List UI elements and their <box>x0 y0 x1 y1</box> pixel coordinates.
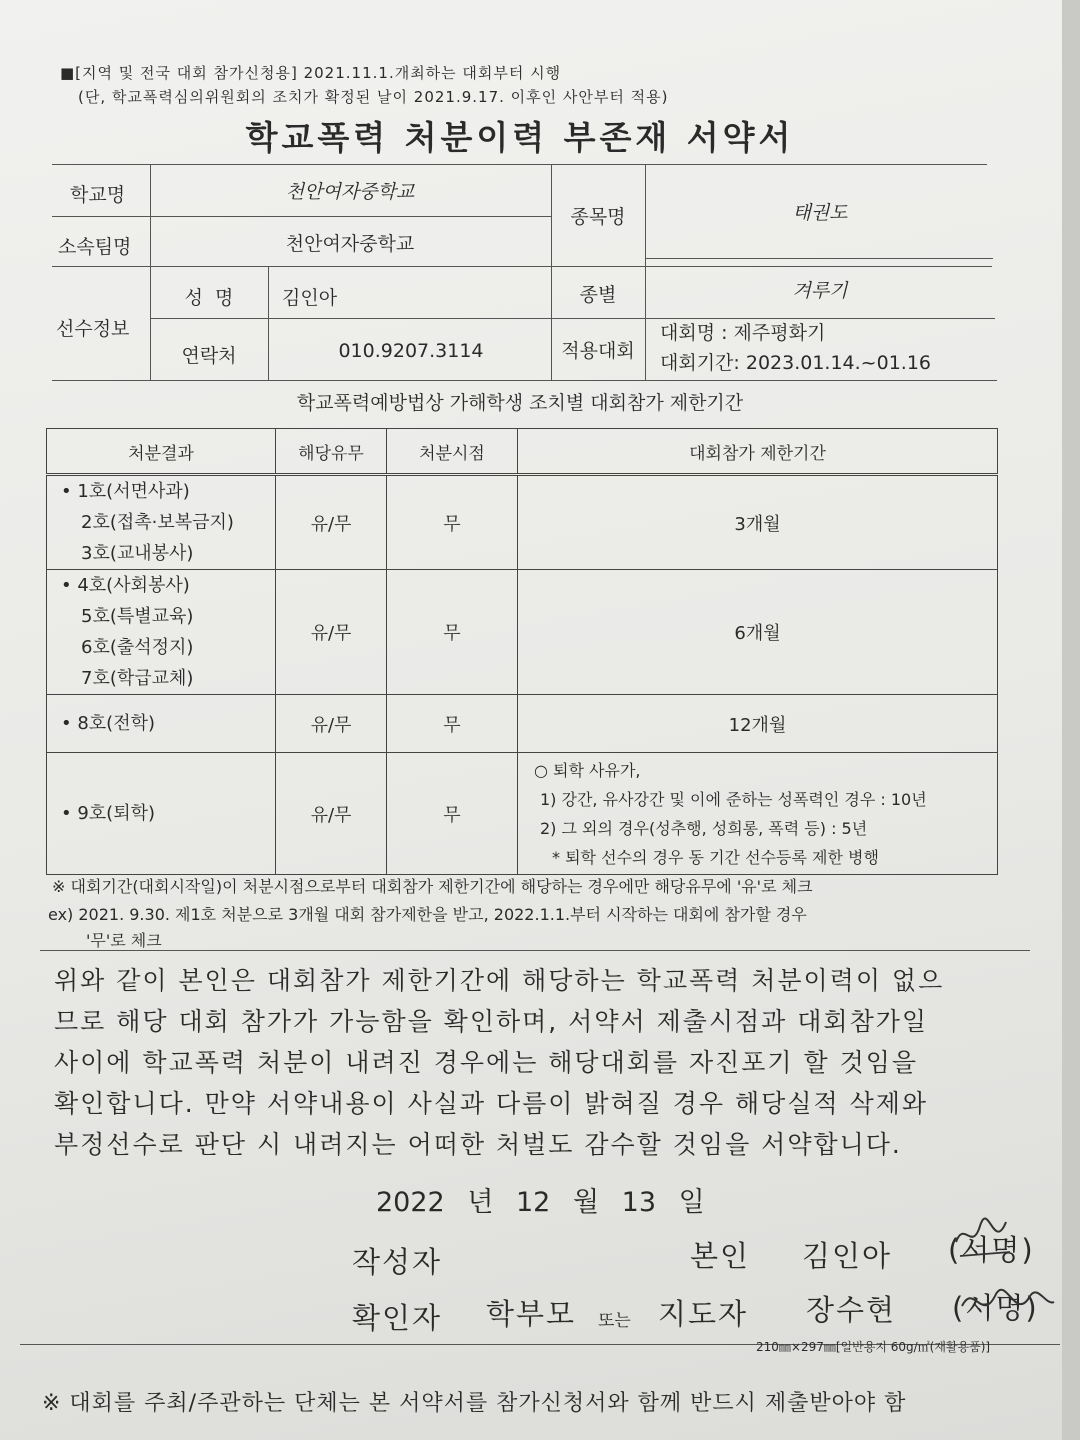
note-2: ex) 2021. 9.30. 제1호 처분으로 3개월 대회 참가제한을 받고, 2022.1.1.부터 시작하는 대회에 참가할 경우 <box>48 905 807 924</box>
date-day: 13 <box>621 1187 656 1218</box>
event-label: 종별 <box>579 284 617 306</box>
date-month: 12 <box>516 1187 551 1218</box>
athlete-info-label: 선수정보 <box>56 318 130 340</box>
confirmer-role-parent: 학부모 <box>486 1297 577 1331</box>
measure-item: • 8호(전학) <box>61 713 155 734</box>
name-label: 성 명 <box>184 287 234 309</box>
pledge-line: 확인합니다. 만약 서약내용이 사실과 다름이 밝혀질 경우 해당실적 삭제와 <box>54 1089 929 1118</box>
period-cell: 3개월 <box>518 475 998 570</box>
applies-cell: 유/무 <box>276 475 387 570</box>
confirmer-name: 장수현 <box>806 1293 897 1327</box>
period-line: 1) 강간, 유사강간 및 이에 준하는 성폭력인 경우 : 10년 <box>540 789 927 809</box>
measure-item: • 4호(사회봉사) <box>61 575 190 596</box>
writer-name: 김인아 <box>802 1239 893 1273</box>
time-cell: 무 <box>387 570 518 695</box>
writer-signature-scribble <box>950 1212 1020 1266</box>
period-line: ○ 퇴학 사유가, <box>534 760 641 780</box>
writer-label: 작성자 <box>352 1245 443 1279</box>
pledge-line: 므로 해당 대회 참가가 가능함을 확인하며, 서약서 제출시점과 대회참가일 <box>54 1007 929 1036</box>
date-month-label: 월 <box>572 1187 600 1218</box>
page-edge <box>1062 0 1080 1440</box>
pledge-text <box>54 960 1014 1165</box>
period-cell: 6개월 <box>518 570 998 695</box>
time-cell: 무 <box>387 695 518 753</box>
note-3: '무'로 체크 <box>86 931 162 950</box>
measure-item: 6호(출석정지) <box>81 637 194 658</box>
date-year-label: 년 <box>467 1187 494 1218</box>
pledge-line: 위와 같이 본인은 대회참가 제한기간에 해당하는 학교폭력 처분이력이 없으 <box>54 966 945 995</box>
table-row <box>47 753 998 875</box>
confirmer-label: 확인자 <box>352 1301 443 1335</box>
sport-label: 종목명 <box>570 206 626 228</box>
pledge-line: 부정선수로 판단 시 내려지는 어떠한 처벌도 감수할 것임을 서약합니다. <box>54 1130 902 1159</box>
date-day-label: 일 <box>678 1187 705 1218</box>
footer-note: ※ 대회를 주최/주관하는 단체는 본 서약서를 참가신청서와 함께 반드시 제출받아야 함 <box>42 1391 907 1416</box>
col-header-result: 처분결과 <box>47 429 276 475</box>
table-row <box>47 695 998 753</box>
competition-label: 적용대회 <box>561 340 635 362</box>
table-row <box>47 570 998 695</box>
writer-role: 본인 <box>690 1239 751 1273</box>
measure-item: 5호(특별교육) <box>81 606 194 627</box>
sport-value: 태권도 <box>792 202 848 224</box>
school-label: 학교명 <box>70 184 126 206</box>
confirmer-or: 또는 <box>598 1311 631 1331</box>
period-line: * 퇴학 선수의 경우 동 기간 선수등록 제한 병행 <box>552 847 879 867</box>
period-line: 2) 그 외의 경우(성추행, 성희롱, 폭력 등) : 5년 <box>540 818 868 838</box>
table-header-row <box>47 429 998 475</box>
confirmer-role-coach: 지도자 <box>658 1297 749 1331</box>
writer-sign-label: (서명) <box>948 1233 1035 1267</box>
team-label: 소속팀명 <box>58 236 132 258</box>
col-header-applies: 해당유무 <box>276 429 387 475</box>
header-line-2: (단, 학교폭력심의위원회의 조치가 확정된 날이 2021.9.17. 이후인 사안부터 적용) <box>78 88 669 106</box>
applies-cell: 유/무 <box>276 570 387 695</box>
table-caption: 학교폭력예방법상 가해학생 조치별 대회참가 제한기간 <box>296 392 744 414</box>
col-header-time: 처분시점 <box>387 429 518 475</box>
table-row <box>47 475 998 570</box>
time-cell: 무 <box>387 475 518 570</box>
school-value: 천안여자중학교 <box>285 181 415 203</box>
col-header-period: 대회참가 제한기간 <box>518 429 998 475</box>
contact-label: 연락처 <box>181 345 237 367</box>
note-1: ※ 대회기간(대회시작일)이 처분시점으로부터 대회참가 제한기간에 해당하는 경우에만 해당유무에 '유'로 체크 <box>52 877 813 896</box>
competition-period: 대회기간: 2023.01.14.~01.16 <box>660 352 931 374</box>
pledge-line: 사이에 학교폭력 처분이 내려진 경우에는 해당대회를 자진포기 할 것임을 <box>54 1048 919 1077</box>
applies-cell: 유/무 <box>276 753 387 875</box>
confirmer-sign-label: (서명) <box>952 1291 1039 1325</box>
event-value: 겨루기 <box>792 280 848 302</box>
measure-item: • 9호(퇴학) <box>61 803 155 824</box>
contact-value: 010.9207.3114 <box>338 340 484 362</box>
confirmer-signature-scribble <box>958 1276 1058 1330</box>
pledge-date <box>376 1180 705 1219</box>
restriction-table <box>46 428 998 875</box>
time-cell: 무 <box>387 753 518 875</box>
measure-item: 3호(교내봉사) <box>81 543 194 564</box>
team-value: 천안여자중학교 <box>285 233 415 255</box>
paper-spec: 210㎜×297㎜[일반용지 60g/㎡(재활용품)] <box>756 1340 991 1354</box>
measure-item: • 1호(서면사과) <box>61 481 190 502</box>
competition-name: 대회명 : 제주평화기 <box>660 322 826 344</box>
measure-item: 2호(접촉·보복금지) <box>81 512 234 533</box>
measure-item: 7호(학급교체) <box>81 668 194 689</box>
applies-cell: 유/무 <box>276 695 387 753</box>
document-title: 학교폭력 처분이력 부존재 서약서 <box>245 118 795 157</box>
header-line-1: ■[지역 및 전국 대회 참가신청용] 2021.11.1.개최하는 대회부터 시행 <box>60 64 562 82</box>
date-year: 2022 <box>376 1187 445 1218</box>
period-cell: 12개월 <box>518 695 998 753</box>
name-value: 김인아 <box>282 287 338 309</box>
